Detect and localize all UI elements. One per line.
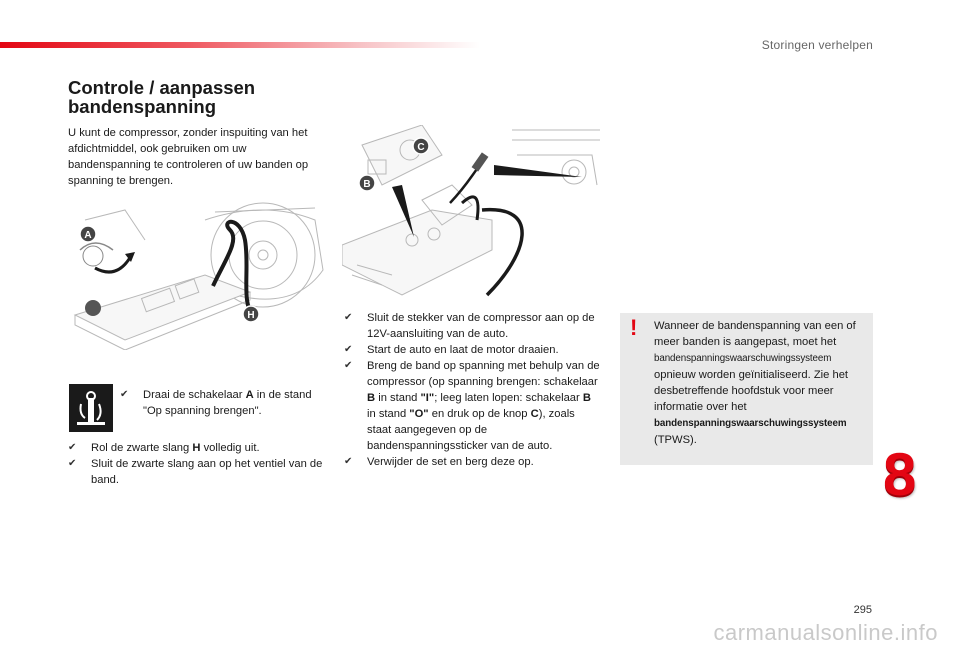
header-accent-bar <box>0 42 480 48</box>
tpws-warning-box <box>620 313 873 465</box>
watermark: carmanualsonline.info <box>713 620 938 645</box>
switch-step-list <box>120 387 320 419</box>
checkmark-icon: ✔ <box>344 360 353 371</box>
page-number: 295 <box>853 604 872 616</box>
warning-text: Wanneer de bandenspanning van een of meer banden is aangepast, moet het bandenspanningswaarschuwingssysteem opnieuw worden geïnitialiseerd. Zie het desbetreffende hoofdstuk voor meer informatie over het bandenspanningswaarschuwingssysteem (TPWS). <box>654 320 856 446</box>
section-title: Storingen verhelpen <box>761 38 873 52</box>
list-item: ✔ Rol de zwarte slang H volledig uit. <box>68 442 260 454</box>
left-step-list <box>68 440 326 488</box>
list-item: ✔ Sluit de zwarte slang aan op het ventiel van de band. <box>68 458 323 486</box>
list-item: ✔ Draai de schakelaar A in de stand "Op spanning brengen". <box>120 389 312 417</box>
compressor-tyre-illustration <box>65 200 330 350</box>
list-item: ✔ Verwijder de set en berg deze op. <box>344 456 534 468</box>
label-b: B <box>363 179 371 190</box>
page-title <box>68 78 255 116</box>
chapter-number: 8 <box>883 441 917 508</box>
list-item: ✔ Sluit de stekker van de compressor aan op de 12V-aansluiting van de auto. <box>344 312 595 340</box>
checkmark-icon: ✔ <box>344 312 353 323</box>
right-step-list <box>344 310 602 470</box>
checkmark-icon: ✔ <box>120 389 129 400</box>
compressor-plug-illustration <box>342 125 602 300</box>
page-title-line-2: bandenspanning <box>68 96 216 117</box>
list-item: ✔ Breng de band op spanning met behulp van de compressor (op spanning brengen: schakelaar B in stand "I"; leeg laten lopen: schakelaar B in stand "O" en druk op de knop C), zoals staat aangegeven op de bandenspanningssticker van de auto. <box>344 360 600 452</box>
checkmark-icon: ✔ <box>68 458 77 469</box>
checkmark-icon: ✔ <box>344 456 353 467</box>
compressor-switch-icon <box>69 384 113 432</box>
page-title-line-1: Controle / aanpassen <box>68 77 256 98</box>
label-c: C <box>417 142 425 153</box>
checkmark-icon: ✔ <box>68 442 77 453</box>
warning-icon: ! <box>630 315 638 340</box>
label-h: H <box>247 310 255 321</box>
label-a: A <box>84 230 92 241</box>
list-item: ✔ Start de auto en laat de motor draaien. <box>344 344 559 356</box>
intro-paragraph: U kunt de compressor, zonder inspuiting van het afdichtmiddel, ook gebruiken om uw bandenspanning te controleren of uw banden op spanning te brengen. <box>68 127 309 187</box>
checkmark-icon: ✔ <box>344 344 353 355</box>
